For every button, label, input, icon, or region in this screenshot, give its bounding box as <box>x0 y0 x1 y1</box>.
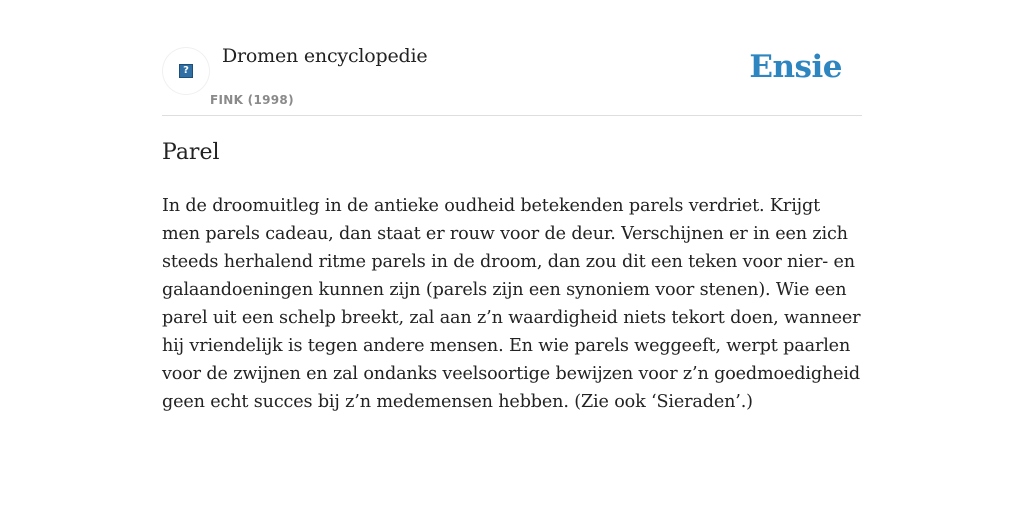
entry-body: In de droomuitleg in de antieke oudheid betekenden parels verdriet. Krijgt men parels cadeau, dan staat er rouw voor de deur. Verschijnen er in een zich steeds herhalend ritme parels in de droom, dan zou dit een teken voor nier- en galaandoeningen kunnen zijn (parels zijn een synoniem voor stenen). Wie een parel uit een schelp breekt, zal aan z’n waardigheid niets tekort doen, wanneer hij vriendelijk is tegen andere mensen. En wie parels weggeeft, werpt paarlen voor de zwijnen en zal ondanks veelsoortige bewijzen voor z’n goedmoedigheid geen echt succes bij z’n medemensen hebben. (Zie ook ‘Sieraden’.) <box>162 196 861 412</box>
source-meta: FINK (1998) <box>210 93 294 107</box>
brand-logo[interactable]: Ensie <box>749 49 842 85</box>
source-header <box>162 0 862 116</box>
entry-title: Parel <box>162 140 220 165</box>
book-cover-icon[interactable] <box>162 47 210 95</box>
book-glyph: ? <box>179 64 193 78</box>
source-title[interactable]: Dromen encyclopedie <box>222 45 428 67</box>
entry-card <box>162 0 862 412</box>
